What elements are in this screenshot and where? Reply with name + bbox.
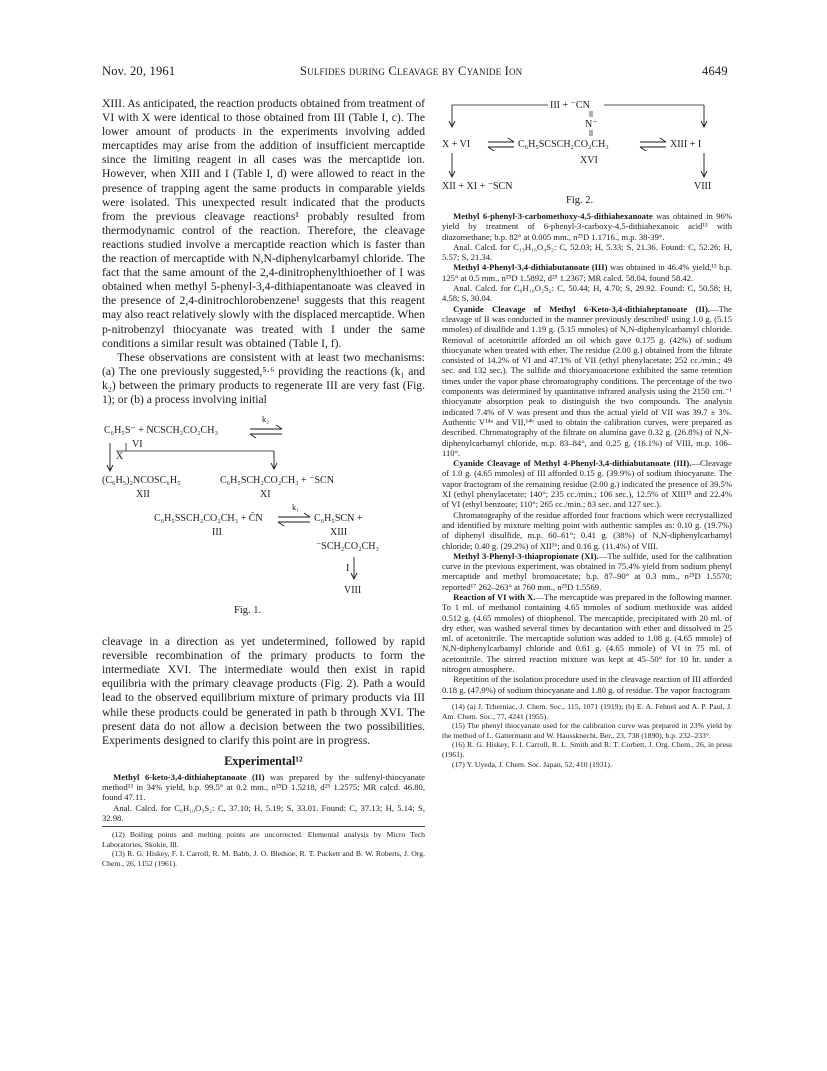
analysis-line: Anal. Calcd. for C₁₃H₁₆O₄S₂: C, 52.03; H, 5.33; S, 21.36. Found: C, 52.26; H, 5.57; S, 21.34. xyxy=(442,241,732,263)
paragraph xyxy=(442,592,732,674)
fig2-mid-right: XIII + I xyxy=(670,139,702,150)
analysis-line: Anal. Calcd. for C₉H₁₀O₂S₂: C, 50.44; H, 4.70; S, 29.92. Found: C, 50.58; H, 4.58; S, 30.04. xyxy=(442,283,732,304)
paragraph-text: —The mercaptide was prepared in the following manner. To 1 ml. of methanol containing 4.65 mmoles of sodium methoxide was added 0.512 g. (4.65 mmoles) of thiophenol. The mercaptide, precipitated with 20 ml. of dry ether, was washed several times by decantation with ether and dissolved in 25 ml. of acetonitrile. The mercaptide solution was added to 1.08 g. (4.65 mmole) of N,N-diphenylcarbamyl chloride and 0.61 g. (4.65 mmole) of VI in 75 ml. of acetonitrile. The stirred reaction mixture was kept at 45–50° for 10 hr. under a nitrogen atmosphere. xyxy=(442,591,733,675)
paragraph xyxy=(442,304,732,458)
fig2-bottom-right: VIII xyxy=(694,181,712,192)
figure-1-scheme xyxy=(102,411,425,633)
fig1-line5: ⁻SCH₂CO₂CH₃ xyxy=(316,541,379,553)
left-column xyxy=(102,97,425,869)
fig1-k2: k₂ xyxy=(262,414,270,425)
compound-title: Methyl 6-phenyl-3-carbomethoxy-4,5-dithiahexanoate xyxy=(453,211,653,221)
right-column xyxy=(442,97,732,769)
fig1-xii-label: XII xyxy=(136,489,150,501)
fig1-x-label: X xyxy=(116,451,124,463)
fig2-mid-left: X + VI xyxy=(442,139,471,150)
paragraph xyxy=(442,211,732,242)
footnote-12: (12) Boiling points and melting points are uncorrected. Elemental analysis by Micro Tech Laboratories, Skokie, Ill. xyxy=(102,830,425,849)
fig1-line3-left: (C₆H₅)₂NCOSC₆H₅ xyxy=(102,475,181,487)
paragraph xyxy=(442,262,732,283)
footnote-rule xyxy=(102,826,425,827)
footnote-15: (15) The phenyl thiocyanate used for the calibration curve was prepared in 23% yield by the method of L. Gattermann and W. Haussknecht, Ber., 23, 738 (1890), b.p. 232–233°. xyxy=(442,721,732,740)
fig2-caption: Fig. 2. xyxy=(566,195,594,206)
paragraph-text: —Cleavage of 1.0 g. (4.65 mmoles) of III afforded 0.15 g. (39.9%) of sodium thiocyanate. The vapor fractogram of the remaining residue (2.00 g.) indicated the presence of 39.5% XI (ethyl phenylacetate; 140°; 235 cc./min.; 106 sec.), 12.5% of XIII¹⁵ and 22.4% of VI (ethyl benzoate; 110°; 265 cc./min.; 83 sec. and 127 sec.). xyxy=(442,458,732,510)
fig2-n-minus: N⁻ xyxy=(585,119,598,130)
section-title: Cyanide Cleavage of Methyl 4-Phenyl-3,4-dithiabutanoate (III). xyxy=(453,458,692,469)
paragraph: cleavage in a direction as yet undetermined, followed by rapid reversible recombination of the primary products to form the intermediate XVI. The intermediate would then exist in rapid equilibria with the primary cleavage products (Fig. 2). Path a would lead to the observed equilibrium mixture of primary products via III while these products could be generated in path b through XVI. The present data do not allow a decision between the two possibilities. Experiments designed to clarify this point are in progress. xyxy=(102,635,425,747)
paragraph-text: —The cleavage of II was conducted in the manner previously described¹ using 1.0 g. (5.15 mmoles) of disulfide and 1.19 g. (5.15 mmoles) of N,N-diphenylcarbamyl chloride. Removal of acetonitrile afforded an oil which gave 0.175 g. (42%) of sodium thiocyanate when treated with ether. The residue (2.00 g.) obtained from the filtrate consisted of 14.2% of VI and 47.1% of VII (ethyl phenylacetate; 252 cc./min.; 49 sec. and 132 sec.). The sulfide and thiocyanoacetone exhibited the same retention times under the vapor phase chromatography conditions. The percentage of the two components was determined by quantitative infrared analysis using the 2150 cm.⁻¹ thiocyanate absorption peak to distinguish the two compounds. The analysis indicated 7.4% of V was present and thus the actual yield of VII was 39.7 ± 3%. Authentic V¹⁴ᵃ and VII,¹⁴ᵇ used to obtain the calibration curves, were prepared as described. Chromatography of the filtrate on alumina gave 0.32 g. (26.8%) of N,N-diphenylcarbamyl chloride, m.p. 83–84°, and 0.25 g. (16.1%) of VIII, m.p. 106–110°. xyxy=(442,303,732,458)
fig1-caption: Fig. 1. xyxy=(234,605,262,617)
fig1-line4-left: C₆H₅SSCH₂CO₂CH₃ + C̄N xyxy=(154,513,263,525)
fig1-viii-label: VIII xyxy=(344,585,362,597)
paragraph xyxy=(442,458,732,509)
fig1-xiii-label: XIII xyxy=(330,527,348,539)
section-title: Methyl 3-Phenyl-3-thiapropionate (XI). xyxy=(453,550,599,561)
fig1-k1: k₁ xyxy=(292,502,300,513)
footnote-14: (14) (a) J. Tcherniac, J. Chem. Soc., 115, 1071 (1919); (b) E. A. Fehnel and A. P. Paul, J. Am. Chem. Soc., 77, 4241 (1955). xyxy=(442,701,732,721)
compound-title: Methyl 4-Phenyl-3,4-dithiabutanoate (III) xyxy=(453,262,608,273)
paragraph: These observations are consistent with at least two mechanisms: (a) The one previously suggested,⁵·⁶ providing the reactions (k₁ and k₂) between the primary products to regenerate III are very fast (Fig. 1); or (b) a process involving initial xyxy=(102,350,425,406)
experimental-heading: Experimental¹² xyxy=(224,753,303,768)
fig1-vi-label: VI xyxy=(132,439,143,451)
fig1-xi-label: XI xyxy=(260,489,271,501)
paragraph: XIII. As anticipated, the reaction products obtained from treatment of VI with X were identical to those obtained from III (Table I, c). The lower amount of products in the experiments involving added mercaptides may arise from the addition of insufficient mercaptide since the limiting reagent in all cases was the mercaptide ion. However, when XIII and I (Table I, d) were allowed to react in the presence of trapping agent the same products in comparable yields were isolated. This unexpected result indicated that the products from the previous cleavage reactions¹ probably resulted from thermodynamic control of the reaction. Therefore, the cleavage reactions studied involve a mercaptide reaction which is faster than the reaction of mercaptide with N,N-diphenylcarbamyl chloride. The fact that the same amount of the 2,4-dinitrophenylthioether of I was obtained when methyl 5-phenyl-3,4-dithiapentanoate was cleaved in the presence of 2,4-dinitrochlorobenzene¹ suggests that this reagent may also react relatively slowly with the displaced mercaptide. When p-nitrobenzyl thiocyanate was treated with I under the same conditions a similar result was obtained (Table I, f). xyxy=(102,97,425,350)
footnote-13: (13) R. G. Hiskey, F. I. Carroll, R. M. Babb, J. O. Bledsoe, R. T. Puckett and B. W. Roberts, J. Org. Chem., 26, 1152 (1961). xyxy=(102,849,425,869)
fig1-iii-label: III xyxy=(212,527,222,539)
footnote-16: (16) R. G. Hiskey, F. I. Carroll, R. L. Smith and R. T. Corbett, J. Org. Chem., 26, in press (1961). xyxy=(442,740,732,759)
footnote-17: (17) Y. Uyeda, J. Chem. Soc. Japan, 52, 410 (1931). xyxy=(452,759,612,769)
fig1-i-label: I xyxy=(346,563,350,575)
paragraph-text: was obtained in 46.4% yield,¹³ b.p. 125° at 0.5 mm., n²⁵D 1.5892, d²⁵ 1.2367; MR calcd. 58.04, found 58.42. xyxy=(442,262,733,283)
fig2-top: III + ⁻CN xyxy=(550,100,590,111)
paragraph xyxy=(442,551,732,592)
paragraph-text: was prepared by the sulfenyl-thiocyanate method¹³ in 34% yield, b.p. 99.5° at 0.2 mm., n²⁵D 1.5218, d²⁵ 1.2575; MR calcd. 46.80, found 47.11. xyxy=(102,771,425,803)
fig1-line1: C₆H₅S⁻ + NCSCH₂CO₂CH₃ xyxy=(104,425,218,437)
compound-title: Methyl 6-keto-3,4-dithiaheptanoate (II) xyxy=(113,771,265,782)
fig2-xvi-label: XVI xyxy=(580,155,598,166)
fig1-line3-right: C₆H₅SCH₂CO₂CH₃ + ⁻SCN xyxy=(220,475,334,487)
figure-2-scheme xyxy=(442,97,732,207)
header-title: Sulfides during Cleavage by Cyanide Ion xyxy=(300,64,523,78)
section-title: Reaction of VI with X. xyxy=(453,591,536,602)
paragraph-text: was obtained in 96% yield by treatment of 6-phenyl-3-carboxy-4,5-dithiahexanoic acid¹³ with diazomethane; b.p. 82° at 0.005 mm., n²⁵D 1.1716., m.p. 38-39°. xyxy=(442,211,732,242)
paragraph xyxy=(102,772,425,803)
section-title: Cyanide Cleavage of Methyl 6-Keto-3,4-dithiaheptanoate (II). xyxy=(453,303,711,314)
analysis-line: Anal. Calcd. for C₆H₁₀O₃S₂: C, 37.10; H, 5.19; S, 33.01. Found: C, 37.13; H, 5.14; S, 32.98. xyxy=(102,802,425,823)
fig2-bottom-left: XII + XI + ⁻SCN xyxy=(442,181,513,192)
paragraph: Repetition of the isolation procedure used in the cleavage reaction of III afforded 0.18 g. (47.9%) of sodium thiocyanate and 1.80 g. of residue. The vapor fractogram xyxy=(442,674,732,695)
fig2-mid-center: C₆H₅SCSCH₂CO₂CH₃ xyxy=(518,139,609,150)
fig1-line4-right: C₆H₅SCN + xyxy=(314,513,363,525)
paragraph-text: —The sulfide, used for the calibration curve in the previous experiment, was obtained in 75.4% yield from sodium phenyl mercaptide and methyl bromoacetate; b.p. 87–90° at 0.3 mm., n²⁵D 1.5570; reported¹⁷ 262–263° at 760 mm., n²⁵D 1.5569. xyxy=(442,550,732,592)
paragraph: Chromatography of the residue afforded four fractions which were recrystallized and identified by mixture melting point with authentic samples as: 0.10 g. (19.7%) of diphenyl disulfide, m.p. 60–61°; 0.41 g. (38%) of N,N-diphenylcarbamyl chloride; 0.40 g. (29.2%) of XII¹⁶; and 0.16 g. (11.4%) of VIII. xyxy=(442,509,732,551)
header-date: Nov. 20, 1961 xyxy=(102,64,176,78)
header-page-number: 4649 xyxy=(702,64,728,78)
footnote-rule xyxy=(442,698,732,699)
